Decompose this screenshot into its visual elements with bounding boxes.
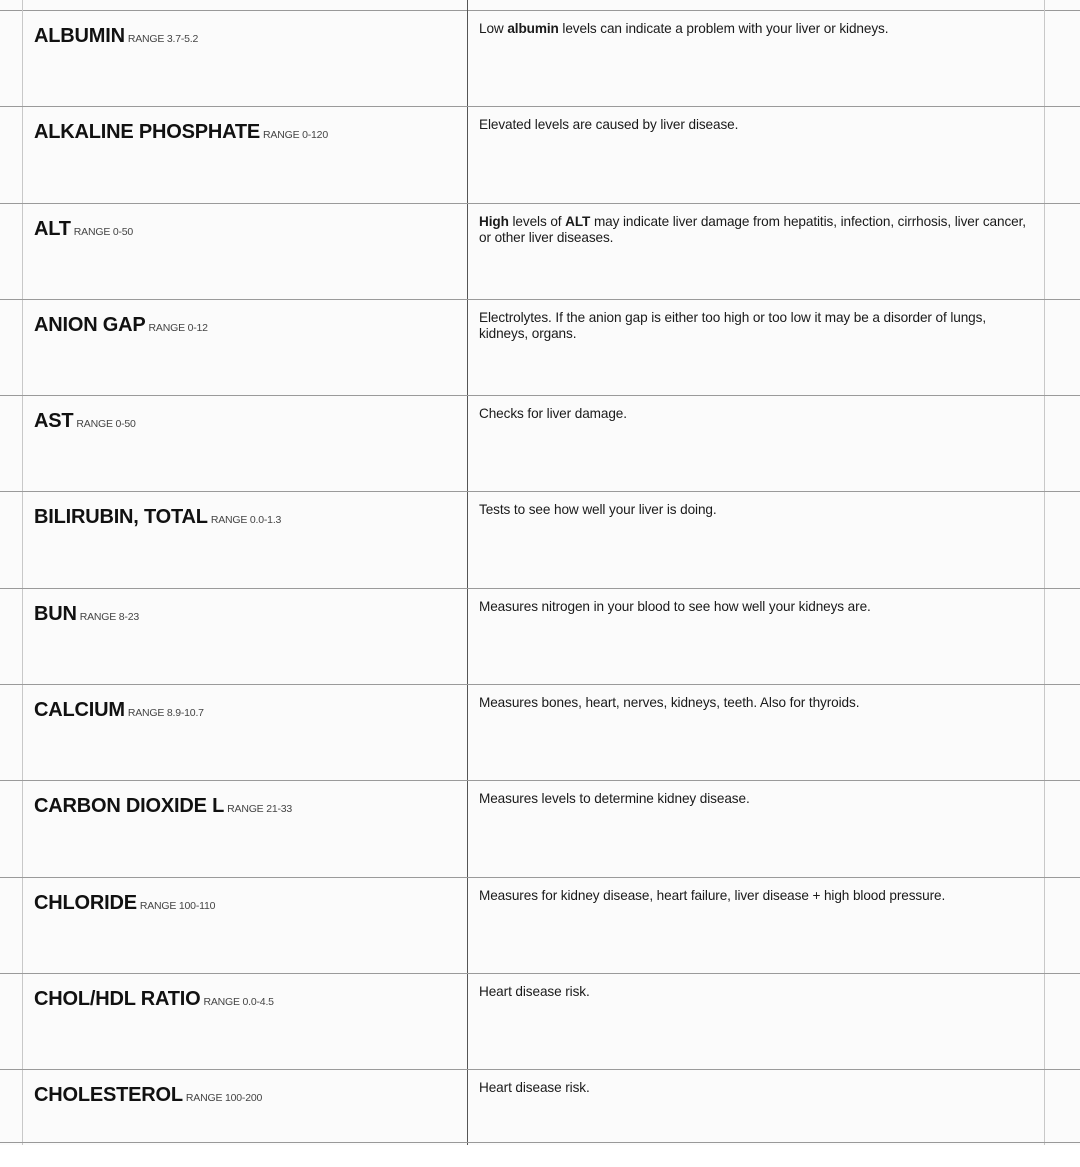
table-row xyxy=(0,878,1080,974)
test-name: AST xyxy=(34,410,74,433)
description-emphasis: ALT xyxy=(565,213,591,229)
table-row xyxy=(0,1070,1080,1166)
table-row xyxy=(0,781,1080,877)
description-text: Electrolytes. If the anion gap is either too high or too low it may be a disorder of lungs, kidneys, organs. xyxy=(479,309,986,341)
table-bottom-border xyxy=(0,1142,1080,1143)
table-row xyxy=(0,300,1080,396)
test-range: RANGE 3.7-5.2 xyxy=(127,33,199,45)
test-name: CARBON DIOXIDE L xyxy=(34,795,225,818)
description-text: Heart disease risk. xyxy=(479,983,590,999)
test-description xyxy=(479,599,1037,615)
test-range: RANGE 21-33 xyxy=(227,803,293,816)
test-name: ANION GAP xyxy=(34,313,146,336)
test-cell xyxy=(34,988,274,1011)
table-row xyxy=(0,11,1080,107)
test-name: CHOL/HDL RATIO xyxy=(34,987,201,1010)
test-cell xyxy=(34,506,281,529)
test-range: RANGE 0-12 xyxy=(148,321,208,334)
test-cell xyxy=(34,699,204,722)
test-description xyxy=(479,984,1037,1000)
test-name: ALKALINE PHOSPHATE xyxy=(34,121,261,144)
test-cell xyxy=(34,892,215,915)
test-range: RANGE 100-110 xyxy=(139,899,216,912)
table-row xyxy=(0,396,1080,492)
test-name: BUN xyxy=(34,602,77,625)
table-row xyxy=(0,204,1080,300)
test-name: CALCIUM xyxy=(34,699,125,722)
test-range: RANGE 0.0-1.3 xyxy=(210,514,282,527)
test-description xyxy=(479,214,1037,246)
description-text: Low xyxy=(479,21,508,36)
test-range: RANGE 0-50 xyxy=(73,225,134,238)
test-cell xyxy=(34,25,198,48)
description-text: levels can indicate a problem with your liver or kidneys. xyxy=(558,21,889,36)
test-range: RANGE 0-120 xyxy=(263,129,328,142)
test-range: RANGE 8-23 xyxy=(79,610,140,623)
test-range: RANGE 0-50 xyxy=(76,418,136,431)
description-text: Heart disease risk. xyxy=(479,1080,590,1096)
description-text: may indicate liver damage from hepatitis, infection, cirrhosis, liver cancer, or other liver diseases. xyxy=(479,213,1026,245)
table-row xyxy=(0,589,1080,685)
table-row xyxy=(0,974,1080,1070)
description-emphasis: albumin xyxy=(507,21,559,36)
test-cell xyxy=(34,410,136,433)
table-row xyxy=(0,107,1080,203)
test-name: BILIRUBIN, TOTAL xyxy=(34,506,208,529)
lab-test-table xyxy=(0,11,1080,1167)
test-name: CHOLESTEROL xyxy=(34,1084,183,1107)
test-description xyxy=(479,791,1037,807)
test-name: ALT xyxy=(34,217,71,240)
test-range: RANGE 100-200 xyxy=(185,1092,263,1105)
test-description xyxy=(479,502,1037,518)
test-description xyxy=(479,888,1037,904)
test-description xyxy=(479,21,1037,37)
test-name: ALBUMIN xyxy=(34,25,125,47)
test-cell xyxy=(34,121,328,144)
test-range: RANGE 0.0-4.5 xyxy=(203,995,274,1008)
test-description xyxy=(479,310,1037,342)
test-cell xyxy=(34,218,133,241)
test-description xyxy=(479,1080,1037,1096)
description-text: Measures for kidney disease, heart failure, liver disease + high blood pressure. xyxy=(479,887,946,903)
table-row xyxy=(0,492,1080,588)
test-description xyxy=(479,406,1037,422)
description-text: levels of xyxy=(508,213,566,229)
description-text: Checks for liver damage. xyxy=(479,406,627,422)
description-text: Tests to see how well your liver is doing. xyxy=(479,502,717,518)
test-cell xyxy=(34,603,139,626)
test-name: CHLORIDE xyxy=(34,891,137,914)
test-cell xyxy=(34,1084,262,1107)
description-text: Measures nitrogen in your blood to see how well your kidneys are. xyxy=(479,598,871,614)
test-description xyxy=(479,695,1037,711)
description-emphasis: High xyxy=(479,213,509,229)
test-cell xyxy=(34,795,292,818)
test-description xyxy=(479,117,1037,133)
description-text: Measures bones, heart, nerves, kidneys, teeth. Also for thyroids. xyxy=(479,695,860,711)
table-row xyxy=(0,685,1080,781)
test-cell xyxy=(34,314,208,337)
test-range: RANGE 8.9-10.7 xyxy=(127,707,204,720)
description-text: Elevated levels are caused by liver disease. xyxy=(479,117,739,133)
description-text: Measures levels to determine kidney disease. xyxy=(479,791,750,807)
